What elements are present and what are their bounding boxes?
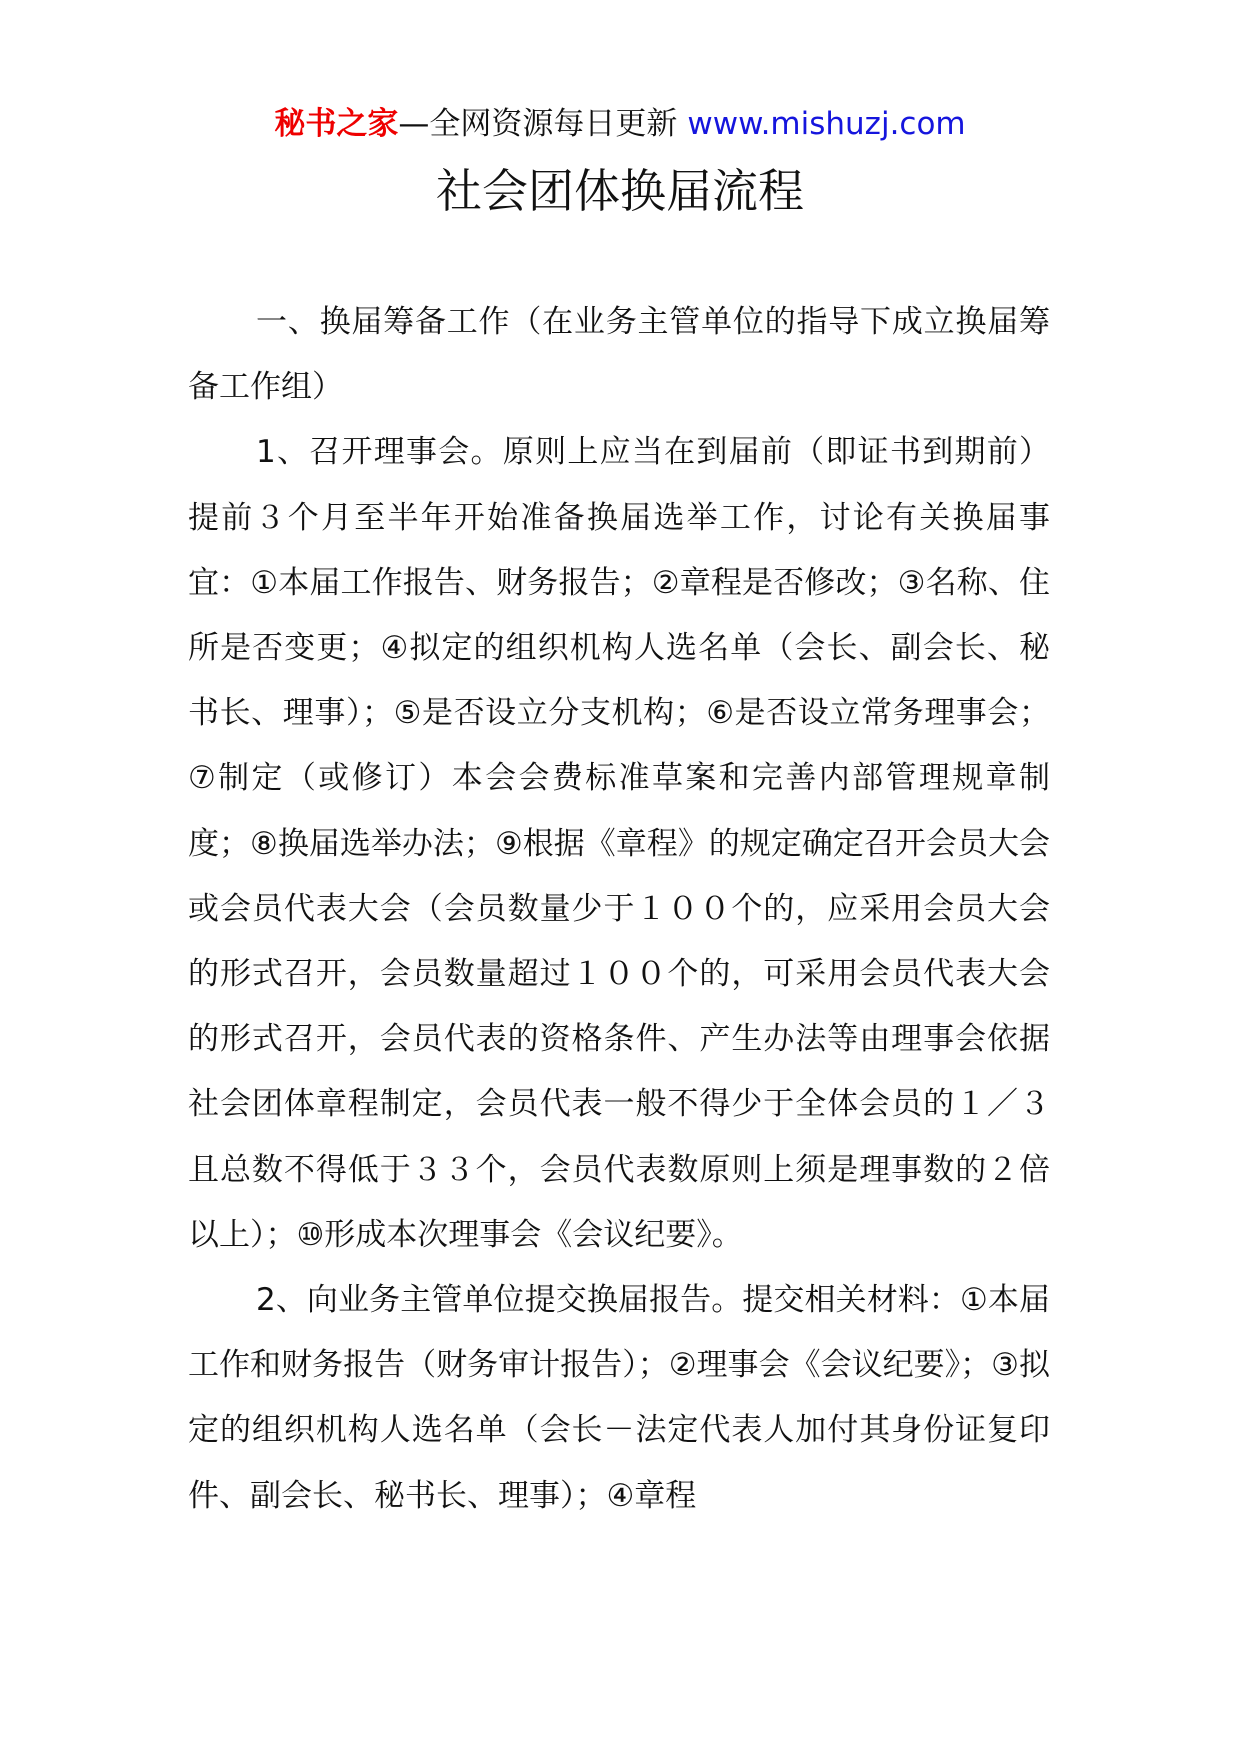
- header-dash: —: [398, 106, 430, 142]
- brand-name: 秘书之家: [274, 106, 399, 142]
- section-heading-paragraph: 一、换届筹备工作（在业务主管单位的指导下成立换届筹备工作组）: [188, 304, 1050, 406]
- site-header: [0, 102, 1240, 146]
- site-url-link[interactable]: www.mishuzj.com: [687, 106, 966, 142]
- document-body: [188, 290, 1050, 1529]
- header-slogan: 全网资源每日更新: [429, 106, 678, 142]
- document-title: 社会团体换届流程: [436, 164, 804, 218]
- body-paragraph: 1、召开理事会。原则上应当在到届前（即证书到期前）提前３个月至半年开始准备换届选举工作，讨论有关换届事宜：①本届工作报告、财务报告；②章程是否修改；③名称、住所是否变更；④拟定的组织机构人选名单（会长、副会长、秘书长、理事）；⑤是否设立分支机构；⑥是否设立常务理事会；⑦制定（或修订）本会会费标准草案和完善内部管理规章制度；⑧换届选举办法；⑨根据《章程》的规定确定召开会员大会或会员代表大会（会员数量少于１００个的，应采用会员大会的形式召开，会员数量超过１００个的，可采用会员代表大会的形式召开，会员代表的资格条件、产生办法等由理事会依据社会团体章程制定，会员代表一般不得少于全体会员的１／３且总数不得低于３３个，会员代表数原则上须是理事数的２倍以上）；⑩形成本次理事会《会议纪要》。: [188, 434, 1050, 1253]
- body-paragraph: 2、向业务主管单位提交换届报告。提交相关材料：①本届工作和财务报告（财务审计报告）；②理事会《会议纪要》；③拟定的组织机构人选名单（会长－法定代表人加付其身份证复印件、副会长、秘书长、理事）；④章程: [188, 1282, 1050, 1514]
